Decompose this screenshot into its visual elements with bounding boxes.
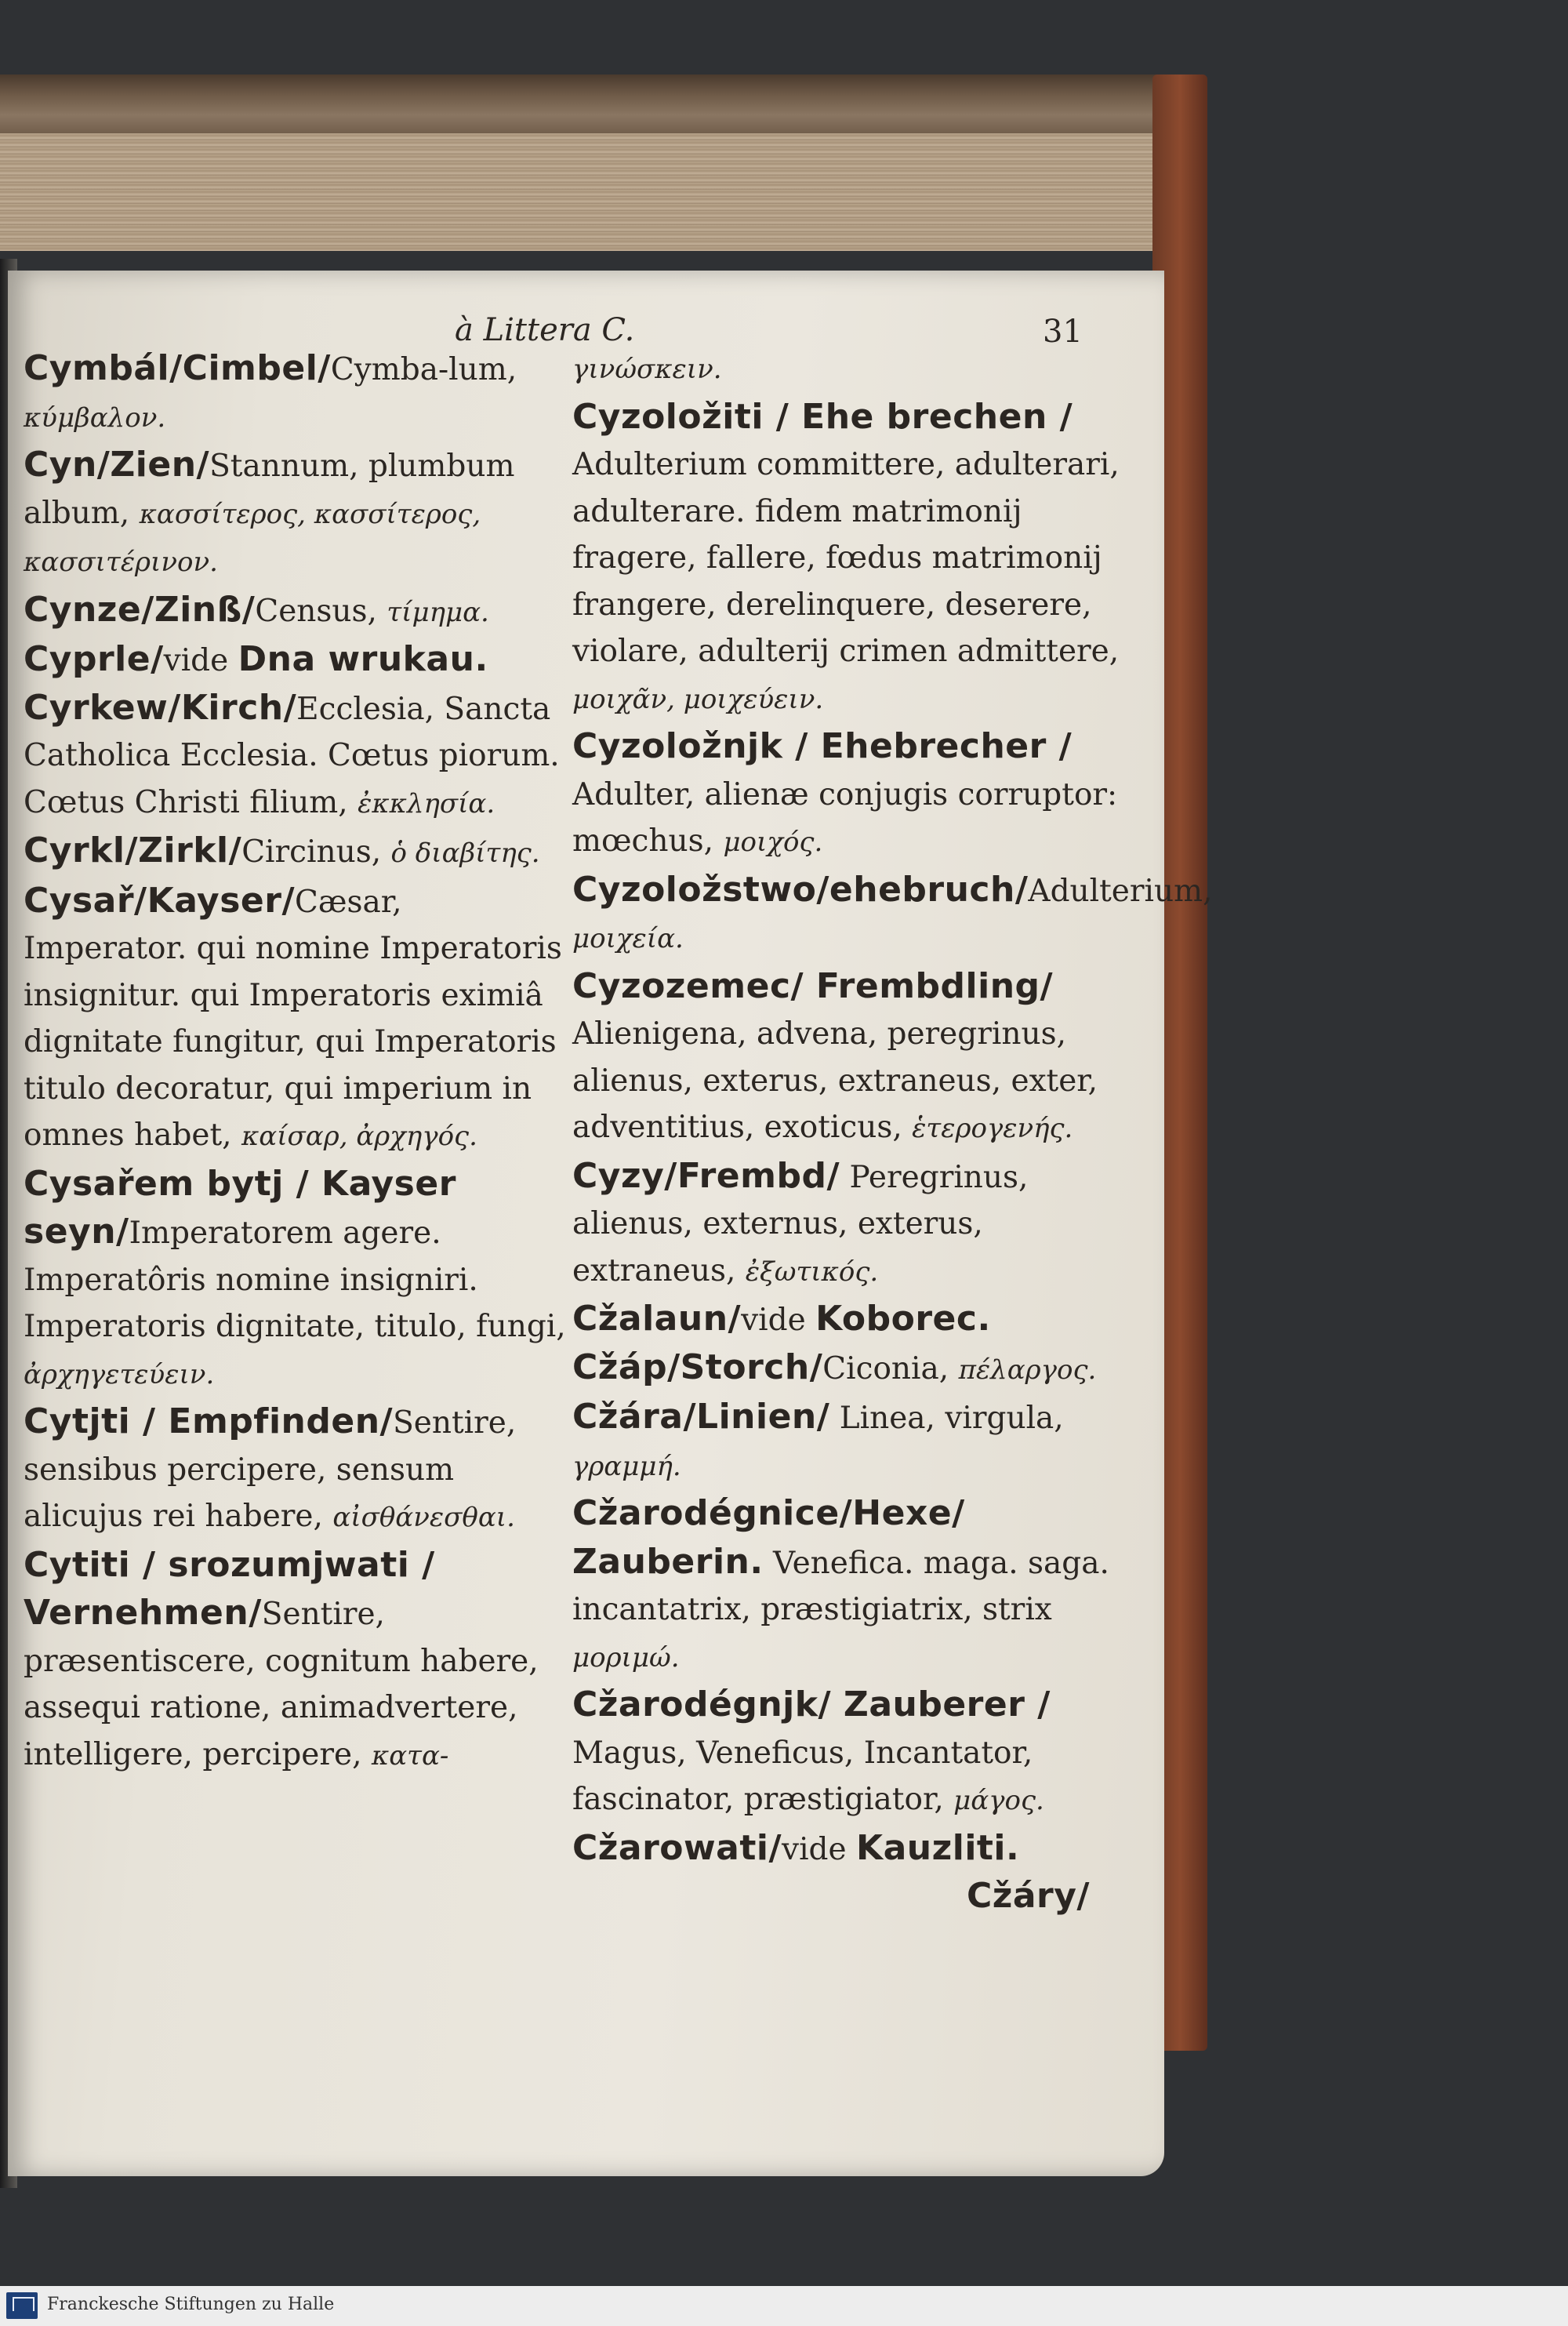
dictionary-entry	[24, 587, 572, 637]
definition-text: vide	[741, 1303, 806, 1338]
dictionary-entry	[572, 1490, 1121, 1681]
definition-text: Linea, virgula,	[839, 1401, 1064, 1436]
greek-equivalent: αἰσθάνεσθαι.	[332, 1502, 515, 1533]
greek-equivalent: γραμμή.	[572, 1450, 681, 1482]
definition-text: Imperatorem agere. Imperatôris nomine insigniri. Imperatoris dignitate, titulo, fungi,	[24, 1216, 566, 1344]
definition-text: vide	[782, 1831, 847, 1867]
headword: Cyprle/	[24, 639, 164, 679]
headword: Cyrkl/Zirkl/	[24, 830, 242, 870]
right-column	[572, 345, 1213, 1921]
definition-text: Adulterium committere, adulterari, adulterare. fidem matrimonij fragere, fallere, fœdus matrimonij frangere, derelinquere, deserere, violare, adulterij crimen admittere,	[572, 447, 1120, 669]
headword: Cžarodégnjk/ Zauberer /	[572, 1685, 1051, 1725]
greek-equivalent: μοιχᾶν, μοιχεύειν.	[572, 683, 824, 715]
definition-text: Alienigena, advena, peregrinus, alienus, exterus, extraneus, exter, adventitius, exoticus,	[572, 1016, 1098, 1145]
definition-text: Cæsar, Imperator. qui nomine Imperatoris insignitur. qui Imperatoris eximiâ dignitate fungitur, qui Imperatoris titulo decoratur, qui imperium in omnes habet,	[24, 884, 562, 1153]
catchword-text: Cžáry/	[966, 1876, 1090, 1916]
greek-equivalent: ὁ διαβίτης.	[390, 838, 540, 869]
footer-bar	[0, 2286, 1568, 2326]
greek-equivalent: μοριμώ.	[572, 1641, 680, 1674]
headword: Cysařem bytj / Kayser seyn/	[24, 1163, 456, 1252]
definition-text: Sentire, præsentiscere, cognitum habere, assequi ratione, animadvertere, intelligere, percipere,	[24, 1597, 539, 1772]
headword: Cyzoložiti / Ehe brechen /	[572, 396, 1073, 437]
headword: Cymbál/Cimbel/	[24, 348, 331, 388]
definition-text: Census,	[255, 593, 377, 629]
greek-equivalent: πέλαργος.	[958, 1354, 1097, 1386]
dictionary-entry	[572, 1296, 1121, 1344]
dictionary-entry	[572, 867, 1213, 963]
headword: Cžára/Linien/	[572, 1397, 830, 1437]
dictionary-entry	[24, 345, 572, 442]
dictionary-entry	[24, 1542, 572, 1780]
dictionary-entry	[572, 723, 1121, 867]
headword: Cyn/Zien/	[24, 445, 210, 485]
dictionary-entry	[24, 1398, 572, 1542]
definition-text: Ecclesia, Sancta Catholica Ecclesia. Cœtus piorum. Cœtus Christi filium,	[24, 691, 560, 820]
page-edges	[0, 133, 1184, 251]
dictionary-entry	[24, 636, 572, 685]
headword: Cyzozemec/ Frembdling/	[572, 965, 1054, 1006]
dictionary-entry	[572, 1825, 1121, 1874]
definition-text: Stannum, plumbum album,	[24, 449, 515, 531]
headword: Cžáp/Storch/	[572, 1347, 823, 1387]
headword: Cytiti / srozumjwati / Vernehmen/	[24, 1544, 435, 1633]
headword: Cyrkew/Kirch/	[24, 687, 297, 728]
cross-reference: Dna wrukau.	[238, 639, 488, 679]
greek-equivalent: τίμημα.	[387, 596, 489, 628]
definition-text: Sentire, sensibus percipere, sensum alicujus rei habere,	[24, 1405, 517, 1534]
headword: Cysař/Kayser/	[24, 880, 296, 921]
greek-equivalent: ἐκκλησία.	[358, 787, 495, 820]
definition-text: Cymba-lum,	[330, 352, 517, 387]
page-number: 31	[1043, 314, 1083, 350]
headword: Cžarowati/	[572, 1827, 782, 1868]
greek-equivalent: κύμβαλον.	[24, 402, 166, 434]
definition-text: Adulter, alienæ conjugis corruptor: mœchus,	[572, 776, 1118, 859]
greek-equivalent: κατα-	[371, 1739, 449, 1772]
headword: Cžarodégnice/Hexe/ Zauberin.	[572, 1493, 965, 1582]
greek-equivalent: γινώσκειν.	[572, 354, 722, 385]
headword: Cyzoložnjk / Ehebrecher /	[572, 726, 1073, 766]
running-head: à Littera C.	[455, 312, 635, 348]
greek-equivalent: ἀρχηγετεύειν.	[24, 1358, 215, 1390]
greek-equivalent: ἐξωτικός.	[745, 1256, 879, 1288]
dictionary-entry	[24, 1161, 572, 1399]
institution-name: Franckesche Stiftungen zu Halle	[47, 2295, 335, 2314]
definition-text: Ciconia,	[822, 1350, 949, 1387]
headword: Cynze/Zinß/	[24, 589, 256, 630]
headword: Cžalaun/	[572, 1299, 742, 1339]
headword: Cyzy/Frembd/	[572, 1155, 840, 1196]
greek-equivalent: ἑτερογενής.	[912, 1113, 1073, 1144]
dictionary-entry	[572, 1153, 1121, 1296]
greek-equivalent: καίσαρ, ἀρχηγός.	[241, 1121, 477, 1152]
dictionary-entry	[572, 1394, 1121, 1490]
definition-text: Venefica. maga. saga. incantatrix, præstigiatrix, strix	[572, 1545, 1109, 1627]
dictionary-entry	[572, 394, 1121, 724]
headword: Cytjti / Empfinden/	[24, 1401, 394, 1441]
definition-text: Magus, Veneficus, Incantator, fascinator, præstigiator,	[572, 1735, 1033, 1817]
dictionary-entry	[24, 442, 572, 587]
dictionary-entry	[24, 827, 572, 878]
dictionary-entry	[572, 1681, 1121, 1825]
definition-text: vide	[163, 643, 229, 678]
greek-equivalent: μοιχεία.	[572, 923, 684, 954]
definition-text: Peregrinus, alienus, externus, exterus, extraneus,	[572, 1159, 1029, 1288]
cross-reference: Koborec.	[815, 1299, 991, 1339]
catchword	[572, 1873, 1121, 1921]
greek-equivalent: κασσίτερος, κασσίτερος, κασσιτέρινον.	[24, 498, 481, 578]
headword: Cyzoložstwo/ehebruch/	[572, 869, 1029, 910]
greek-equivalent: μάγος.	[953, 1785, 1044, 1816]
cross-reference: Kauzliti.	[856, 1827, 1020, 1868]
greek-equivalent: μοιχός.	[723, 827, 823, 858]
institution-logo-icon	[6, 2292, 38, 2319]
left-column	[24, 345, 572, 1779]
dictionary-entry	[572, 963, 1121, 1153]
dictionary-entry	[572, 345, 1121, 394]
definition-text: Adulterium,	[1028, 873, 1213, 909]
dictionary-entry	[572, 1344, 1121, 1394]
definition-text: Circinus,	[241, 834, 382, 870]
dictionary-entry	[24, 878, 572, 1161]
dictionary-entry	[24, 685, 572, 828]
